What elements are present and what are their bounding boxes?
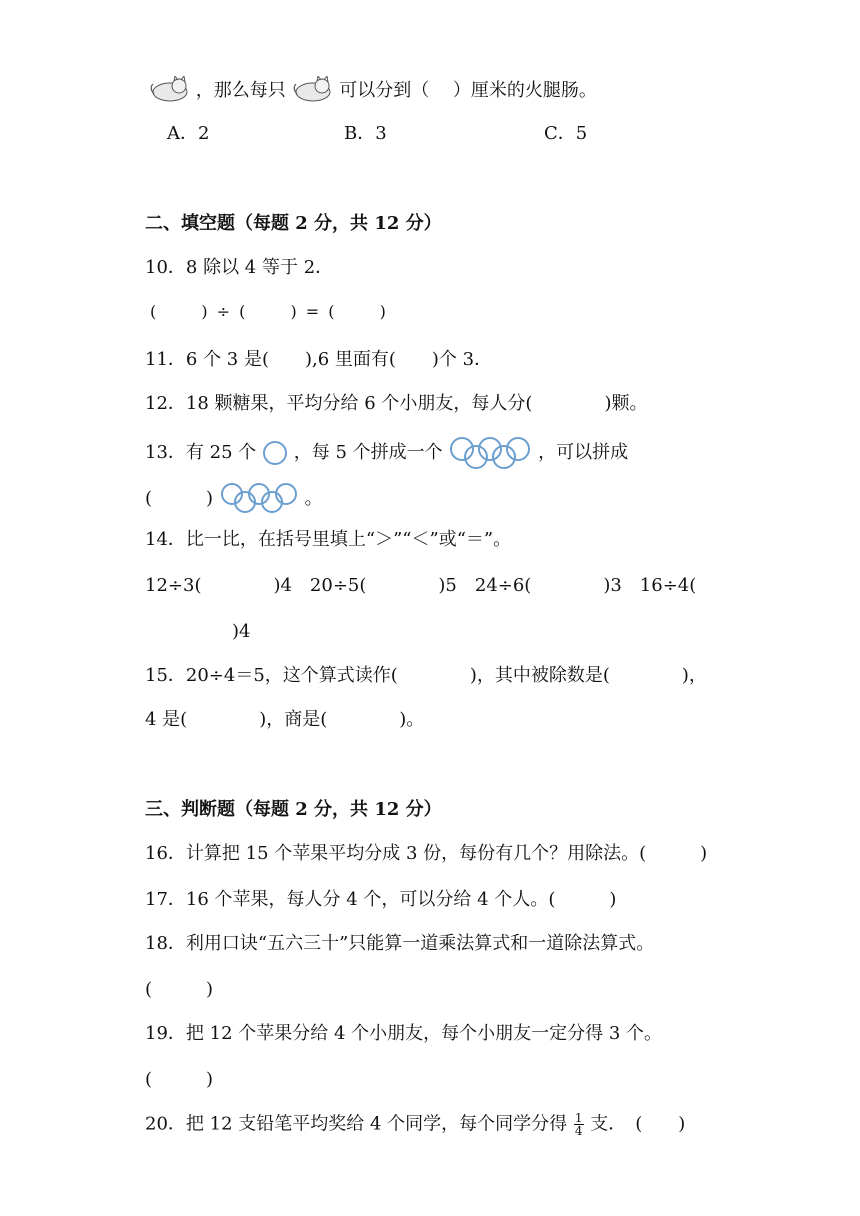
fraction-numerator: 1	[574, 1111, 583, 1125]
q11: 11．6 个 3 是( ),6 里面有( )个 3．	[145, 349, 493, 370]
fraction	[574, 1112, 584, 1137]
q13-text-a: 13．有 25 个	[145, 442, 257, 463]
q15-line1: 15．20÷4＝5，这个算式读作( )，其中被除数是( )，	[145, 665, 707, 686]
fraction-denominator: 4	[574, 1124, 583, 1138]
q14-tail[interactable]: )4	[160, 621, 251, 642]
option-b[interactable]: B．3	[344, 123, 387, 144]
section3-heading: 三、判断题（每题 2 分，共 12 分）	[145, 799, 442, 820]
q17: 17．16 个苹果，每人分 4 个，可以分给 4 个人。( )	[145, 889, 617, 910]
q13-line	[145, 436, 628, 470]
q13-text-c: ，可以拼成	[538, 442, 629, 463]
q20-text-a: 20．把 12 支铅笔平均奖给 4 个同学，每个同学分得	[145, 1113, 568, 1135]
q18-blank[interactable]: ( )	[145, 979, 214, 1000]
q13-text-b: ，每 5 个拼成一个	[293, 442, 443, 463]
q13-blank[interactable]: ( )	[145, 488, 214, 509]
q15-line2: 4 是( )，商是( )。	[145, 709, 425, 730]
q9-text-a: ，那么每只	[195, 80, 286, 101]
option-a[interactable]: A．2	[167, 123, 210, 144]
q19: 19．把 12 个苹果分给 4 个小朋友，每个小朋友一定分得 3 个。	[145, 1023, 663, 1044]
q9-text-b: 可以分到（ ）厘米的火腿肠。	[339, 80, 597, 101]
rings-group-icon	[219, 482, 299, 516]
kitten-icon	[148, 76, 190, 102]
rings-group-icon	[448, 436, 532, 470]
section2-heading: 二、填空题（每题 2 分，共 12 分）	[145, 213, 442, 234]
option-c[interactable]: C．5	[544, 123, 588, 144]
q14-items[interactable]: 12÷3( )4 20÷5( )5 24÷6( )3 16÷4(	[145, 575, 697, 596]
q10-blank[interactable]: ( ) ÷ ( ) = ( )	[150, 302, 388, 321]
q12: 12．18 颗糖果，平均分给 6 个小朋友，每人分( )颗。	[145, 393, 648, 414]
q20-text-b: 支． ( )	[590, 1113, 686, 1135]
q19-blank[interactable]: ( )	[145, 1069, 214, 1090]
q10: 10．8 除以 4 等于 2．	[145, 257, 334, 278]
q18: 18．利用口诀“五六三十”只能算一道乘法算式和一道除法算式。	[145, 933, 655, 954]
q16: 16．计算把 15 个苹果平均分成 3 份，每份有几个？用除法。( )	[145, 843, 708, 864]
q13-line2	[145, 482, 323, 516]
q14: 14．比一比，在括号里填上“＞”“＜”或“＝”。	[145, 529, 512, 550]
q13-text-e: 。	[304, 488, 323, 509]
ring-icon	[262, 440, 288, 466]
q20	[145, 1112, 685, 1137]
q9-line	[148, 76, 597, 103]
kitten-icon	[291, 76, 333, 102]
